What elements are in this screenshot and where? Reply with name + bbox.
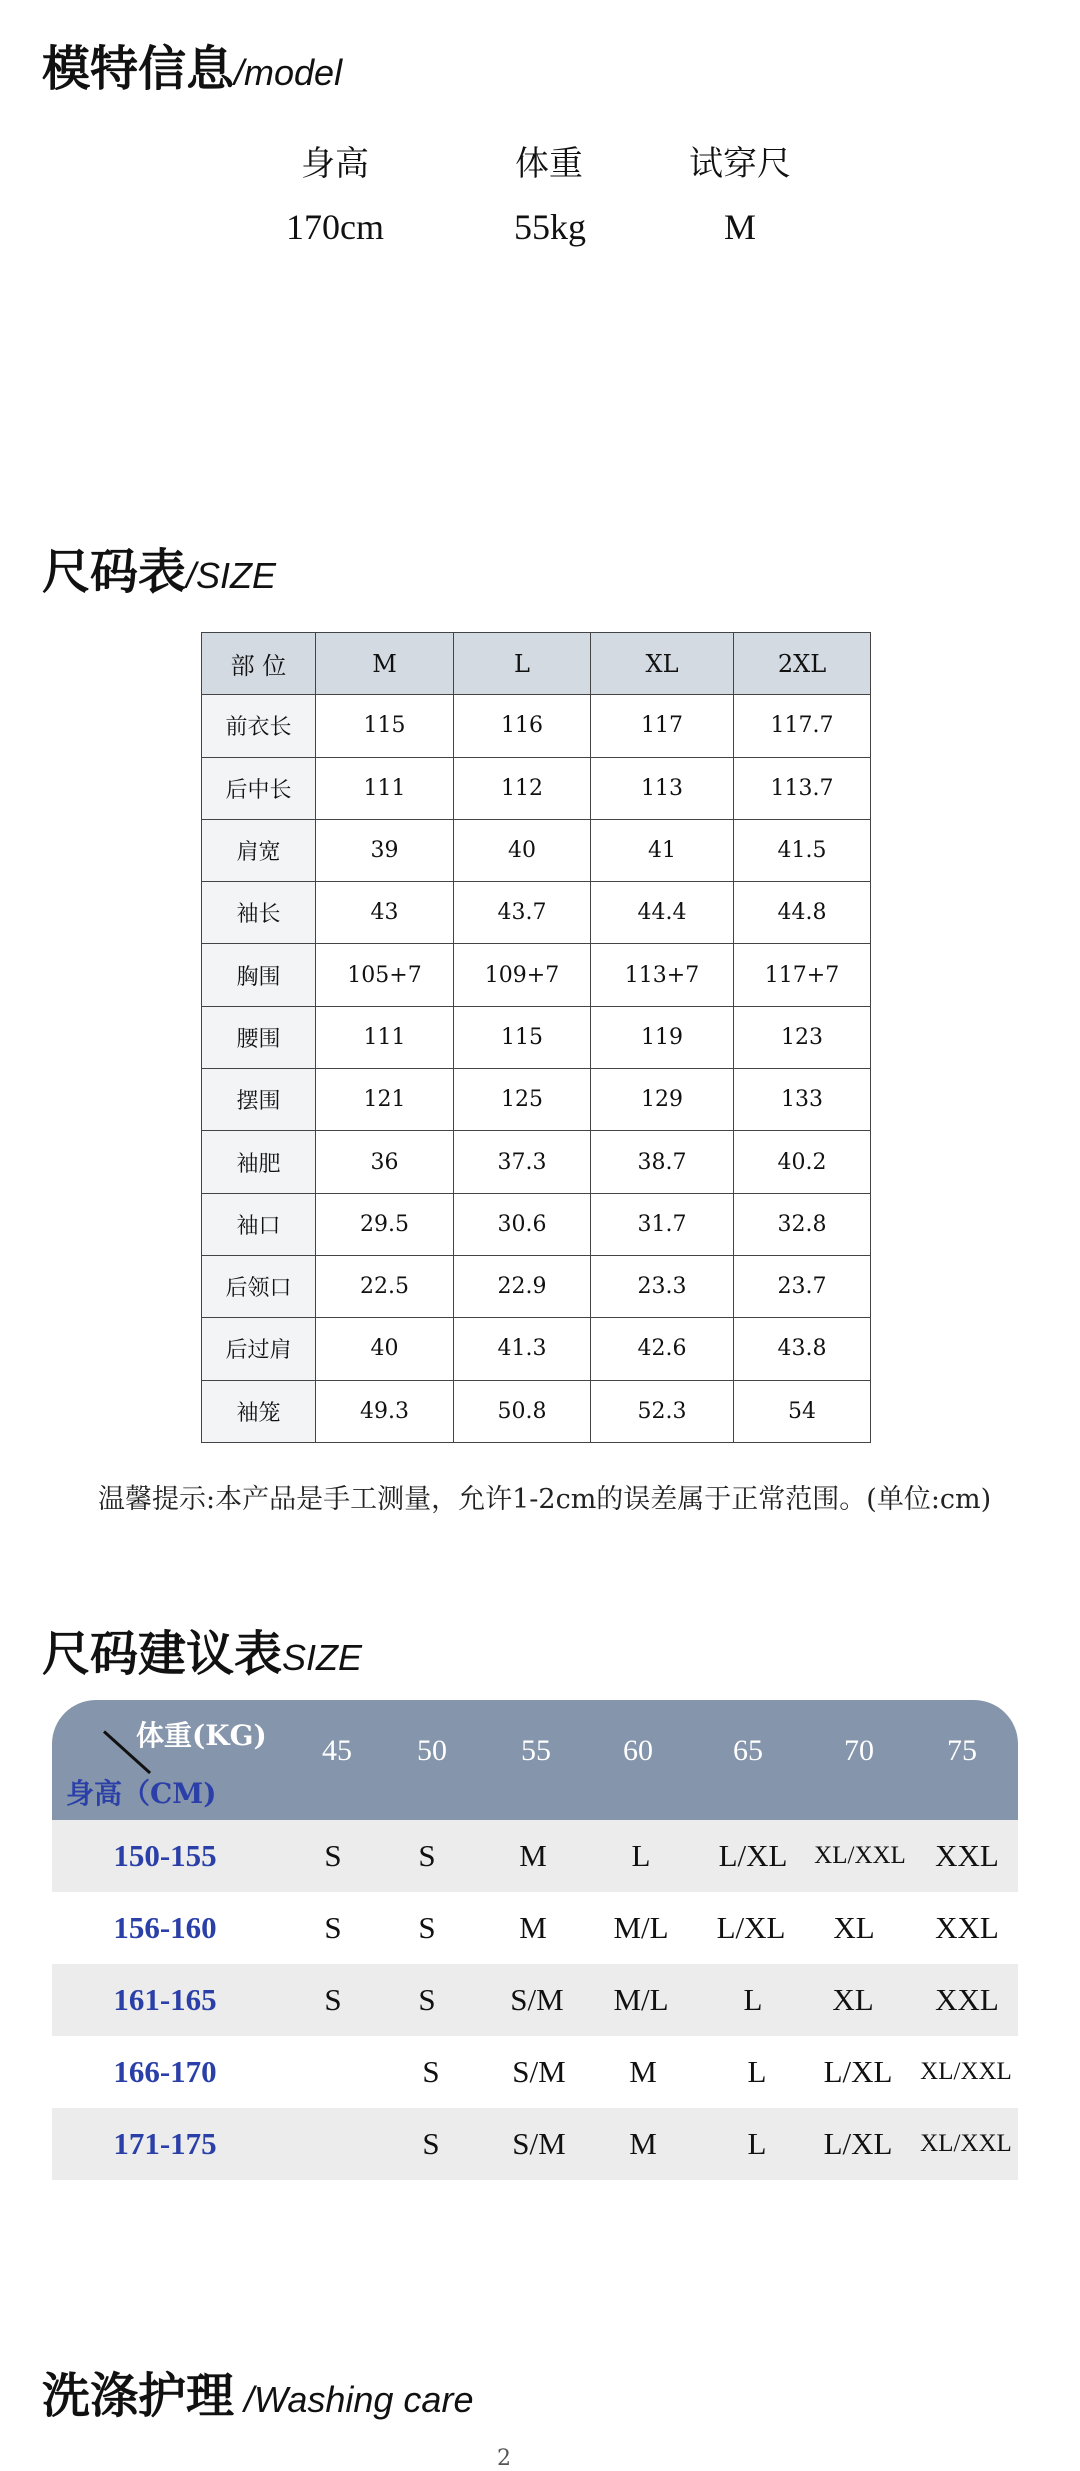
size-cell: S — [418, 1982, 436, 2017]
weight-header: 60 — [623, 1734, 653, 1767]
table-cell: 41.5 — [734, 819, 871, 881]
table-cell: 袖肥 — [202, 1131, 316, 1193]
table-cell: 123 — [734, 1006, 871, 1068]
table-cell: 105+7 — [316, 944, 454, 1006]
size-cell: L/XL — [716, 1910, 786, 1945]
table-cell: 121 — [316, 1069, 454, 1131]
height-range: 150-155 — [113, 1838, 217, 1873]
size-cell: M/L — [613, 1910, 669, 1945]
table-cell: 52.3 — [591, 1380, 734, 1442]
table-cell: 前衣长 — [202, 695, 316, 757]
size-cell: S — [324, 1982, 342, 2017]
table-cell: 117.7 — [734, 695, 871, 757]
table-cell: 后过肩 — [202, 1318, 316, 1380]
height-range: 171-175 — [113, 2126, 217, 2161]
model-title: 模特信息 — [42, 41, 235, 97]
size-cell: L/XL — [823, 2054, 893, 2089]
table-cell: 129 — [591, 1069, 734, 1131]
table-cell: 胸围 — [202, 944, 316, 1006]
table-cell: 117 — [591, 695, 734, 757]
page-mark: 2 — [497, 2446, 511, 2471]
table-cell: 115 — [454, 1006, 591, 1068]
weight-header: 75 — [947, 1734, 977, 1767]
table-row — [202, 1255, 871, 1317]
table-cell: 40 — [316, 1318, 454, 1380]
size-cell: XL — [832, 1982, 874, 2017]
size-cell: S — [422, 2126, 440, 2161]
table-cell: 43 — [316, 882, 454, 944]
size-table — [201, 632, 871, 1443]
size-cell: L/XL — [823, 2126, 893, 2161]
table-cell: 40.2 — [734, 1131, 871, 1193]
table-row — [52, 1892, 1018, 1964]
table-cell: 31.7 — [591, 1193, 734, 1255]
size-cell: L — [747, 2126, 767, 2161]
table-row — [52, 2036, 1018, 2108]
size-title-en: /SIZE — [186, 555, 277, 596]
washing-section-title — [42, 2357, 473, 2426]
table-row — [202, 1193, 871, 1255]
model-size-value: M — [723, 207, 756, 247]
table-row — [52, 1964, 1018, 2036]
header-2xl: 2XL — [734, 633, 871, 695]
table-cell: 后中长 — [202, 757, 316, 819]
table-cell: 肩宽 — [202, 819, 316, 881]
weight-header: 70 — [844, 1734, 874, 1767]
washing-title: 洗涤护理 — [42, 2368, 235, 2424]
recommend-section-title — [42, 1615, 362, 1684]
size-cell: S — [418, 1838, 436, 1873]
size-cell: XL/XXL — [920, 2058, 1012, 2085]
table-cell: 109+7 — [454, 944, 591, 1006]
table-cell: 32.8 — [734, 1193, 871, 1255]
table-cell: 23.3 — [591, 1255, 734, 1317]
size-cell: XL — [833, 1910, 875, 1945]
size-cell: S/M — [512, 2126, 566, 2161]
table-row — [202, 1006, 871, 1068]
header-m: M — [316, 633, 454, 695]
table-cell: 125 — [454, 1069, 591, 1131]
size-cell: M — [629, 2126, 657, 2161]
table-row — [202, 1380, 871, 1442]
model-height-header: 身高 — [301, 144, 369, 184]
table-cell: 23.7 — [734, 1255, 871, 1317]
size-section-title — [42, 533, 276, 602]
model-title-en: /model — [234, 52, 343, 93]
size-cell: L — [743, 1982, 763, 2017]
table-cell: 41 — [591, 819, 734, 881]
table-row — [202, 1131, 871, 1193]
size-cell: S — [422, 2054, 440, 2089]
size-cell: L — [631, 1838, 651, 1873]
weight-header: 65 — [733, 1734, 763, 1767]
size-cell: XXL — [935, 1910, 999, 1945]
recommend-header — [52, 1700, 1018, 1820]
table-cell: 113 — [591, 757, 734, 819]
recommend-title-en: SIZE — [282, 1637, 363, 1678]
model-size-header: 试穿尺 — [689, 144, 791, 184]
size-cell: S/M — [512, 2054, 566, 2089]
table-cell: 49.3 — [316, 1380, 454, 1442]
table-cell: 22.5 — [316, 1255, 454, 1317]
measurement-tip: 温馨提示:本产品是手工测量，允许1-2cm的误差属于正常范围。(单位:cm) — [98, 1484, 992, 1515]
size-cell: L/XL — [718, 1838, 788, 1873]
table-cell: 117+7 — [734, 944, 871, 1006]
table-cell: 44.4 — [591, 882, 734, 944]
table-cell: 36 — [316, 1131, 454, 1193]
table-cell: 43.8 — [734, 1318, 871, 1380]
table-cell: 后领口 — [202, 1255, 316, 1317]
table-cell: 37.3 — [454, 1131, 591, 1193]
size-cell: XL/XXL — [920, 2130, 1012, 2157]
size-cell: M — [519, 1838, 547, 1873]
washing-title-en: /Washing care — [234, 2379, 474, 2420]
table-row — [52, 1820, 1018, 1892]
size-title: 尺码表 — [42, 544, 187, 600]
table-cell: 袖笼 — [202, 1380, 316, 1442]
table-cell: 40 — [454, 819, 591, 881]
table-cell: 30.6 — [454, 1193, 591, 1255]
height-range: 166-170 — [113, 2054, 217, 2089]
table-cell: 袖长 — [202, 882, 316, 944]
table-row — [202, 757, 871, 819]
table-row — [202, 944, 871, 1006]
size-cell: M — [519, 1910, 547, 1945]
size-cell: M/L — [613, 1982, 669, 2017]
table-cell: 29.5 — [316, 1193, 454, 1255]
table-cell: 袖口 — [202, 1193, 316, 1255]
size-table-header — [202, 633, 871, 695]
size-cell: XL/XXL — [814, 1842, 906, 1869]
table-cell: 22.9 — [454, 1255, 591, 1317]
table-cell: 111 — [316, 757, 454, 819]
size-cell: L — [747, 2054, 767, 2089]
height-range: 161-165 — [113, 1982, 217, 2017]
table-cell: 115 — [316, 695, 454, 757]
table-cell: 112 — [454, 757, 591, 819]
table-cell: 41.3 — [454, 1318, 591, 1380]
size-cell: XXL — [935, 1838, 999, 1873]
size-cell: M — [629, 2054, 657, 2089]
table-cell: 腰围 — [202, 1006, 316, 1068]
table-cell: 133 — [734, 1069, 871, 1131]
table-cell: 38.7 — [591, 1131, 734, 1193]
table-cell: 44.8 — [734, 882, 871, 944]
model-section-title — [42, 30, 342, 99]
size-cell: S/M — [510, 1982, 564, 2017]
table-cell: 摆围 — [202, 1069, 316, 1131]
table-row — [202, 695, 871, 757]
height-label: 身高（CM) — [66, 1777, 217, 1810]
table-cell: 54 — [734, 1380, 871, 1442]
height-range: 156-160 — [113, 1910, 217, 1945]
header-part: 部 位 — [202, 633, 316, 695]
weight-header: 50 — [417, 1734, 447, 1767]
recommend-title: 尺码建议表 — [42, 1626, 283, 1682]
table-cell: 43.7 — [454, 882, 591, 944]
table-cell: 113.7 — [734, 757, 871, 819]
weight-label: 体重(KG) — [136, 1719, 267, 1752]
header-xl: XL — [591, 633, 734, 695]
size-cell: S — [324, 1838, 342, 1873]
table-row — [52, 2108, 1018, 2180]
weight-header: 45 — [322, 1734, 352, 1767]
weight-header: 55 — [521, 1734, 551, 1767]
model-weight-value: 55kg — [514, 207, 586, 247]
table-cell: 39 — [316, 819, 454, 881]
table-cell: 113+7 — [591, 944, 734, 1006]
table-cell: 42.6 — [591, 1318, 734, 1380]
table-row — [202, 819, 871, 881]
size-cell: S — [324, 1910, 342, 1945]
header-l: L — [454, 633, 591, 695]
table-cell: 111 — [316, 1006, 454, 1068]
size-cell: XXL — [935, 1982, 999, 2017]
table-row — [202, 882, 871, 944]
table-cell: 50.8 — [454, 1380, 591, 1442]
size-cell: S — [418, 1910, 436, 1945]
size-recommend-table — [52, 1700, 1018, 2180]
table-row — [202, 1318, 871, 1380]
model-height-value: 170cm — [286, 207, 384, 247]
table-cell: 119 — [591, 1006, 734, 1068]
table-row — [202, 1069, 871, 1131]
model-weight-header: 体重 — [515, 144, 583, 184]
table-cell: 116 — [454, 695, 591, 757]
